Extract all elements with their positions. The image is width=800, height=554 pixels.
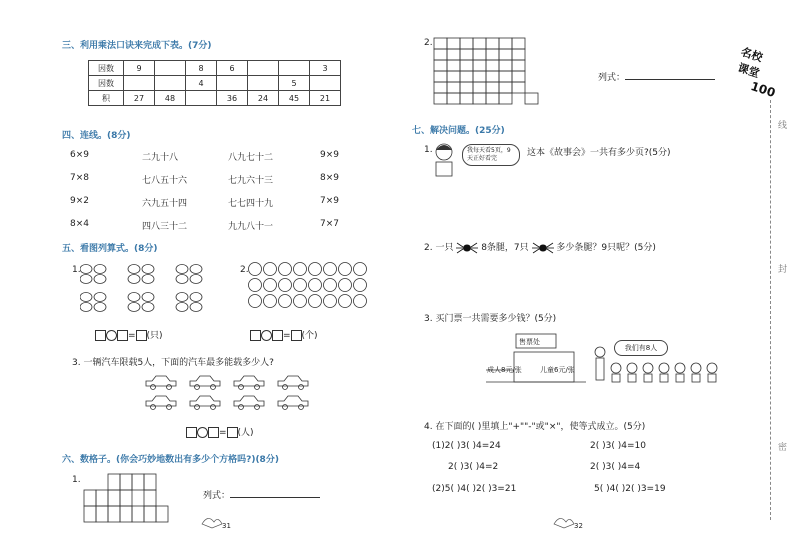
match-item[interactable]: 八九七十二 bbox=[228, 153, 274, 163]
blank-box[interactable] bbox=[117, 330, 128, 341]
chick-icon bbox=[142, 275, 154, 284]
eq-1: (1)2( )3( )4=24 bbox=[432, 441, 501, 451]
factor-table bbox=[88, 60, 341, 106]
grid-cell bbox=[447, 49, 460, 60]
table-cell: 48 bbox=[155, 91, 186, 106]
match-item[interactable]: 9×9 bbox=[320, 150, 339, 160]
s5-q1-num: 1. bbox=[72, 265, 81, 275]
grid-cell bbox=[460, 93, 473, 104]
grid-cell bbox=[447, 38, 460, 49]
table-cell: 27 bbox=[124, 91, 155, 106]
chick-icon bbox=[176, 303, 188, 312]
row-label: 因数 bbox=[89, 76, 124, 91]
ball-icon bbox=[324, 263, 337, 276]
car-icon bbox=[234, 376, 264, 386]
grid-cell bbox=[473, 60, 486, 71]
ball-icon bbox=[354, 263, 367, 276]
blank-box[interactable] bbox=[250, 330, 261, 341]
grid-cell bbox=[447, 71, 460, 82]
grid-cell bbox=[512, 49, 525, 60]
ball-icon bbox=[309, 263, 322, 276]
grid-cell bbox=[108, 506, 120, 522]
ball-icon bbox=[264, 279, 277, 292]
person-icon bbox=[691, 363, 701, 373]
grid-cell bbox=[84, 506, 96, 522]
chick-icon bbox=[94, 303, 106, 312]
ball-icon bbox=[279, 263, 292, 276]
chick-icon bbox=[128, 303, 140, 312]
chick-icon bbox=[128, 293, 140, 302]
adult-price: 成人8元/张 bbox=[487, 366, 522, 374]
s6-q1-num: 1. bbox=[72, 475, 81, 485]
match-item[interactable]: 六九五十四 bbox=[142, 199, 188, 209]
blank-box[interactable] bbox=[272, 330, 283, 341]
table-cell: 3 bbox=[310, 61, 341, 76]
ball-icon bbox=[264, 263, 277, 276]
row-label: 因数 bbox=[89, 61, 124, 76]
chick-icon bbox=[190, 275, 202, 284]
operator-circle[interactable] bbox=[106, 330, 117, 341]
grid-shape-1 bbox=[82, 472, 172, 524]
chick-icon bbox=[176, 265, 188, 274]
ball-icon bbox=[264, 295, 277, 308]
booth-sign: 售票处 bbox=[519, 338, 540, 346]
ball-icon bbox=[354, 295, 367, 308]
table-cell: 5 bbox=[279, 76, 310, 91]
child-price: 儿童6元/张 bbox=[540, 366, 575, 374]
unit-label: (个) bbox=[301, 331, 318, 341]
grid-cell bbox=[499, 71, 512, 82]
match-item[interactable]: 四八三十二 bbox=[142, 222, 188, 232]
chick-icon bbox=[128, 265, 140, 274]
eq-5: (2)5( )4( )2( )3=21 bbox=[432, 484, 517, 494]
chick-icon bbox=[128, 275, 140, 284]
match-item[interactable]: 8×9 bbox=[320, 173, 339, 183]
grid-cell bbox=[108, 474, 120, 490]
grid-cell bbox=[473, 93, 486, 104]
table-cell[interactable] bbox=[186, 91, 217, 106]
grid-cell bbox=[486, 93, 499, 104]
car-icon bbox=[146, 396, 176, 406]
grid-cell bbox=[120, 474, 132, 490]
grid-cell bbox=[447, 60, 460, 71]
spider-icon bbox=[456, 243, 481, 253]
grid-cell bbox=[84, 490, 96, 506]
blank-box[interactable] bbox=[95, 330, 106, 341]
eq-4: 2( )3( )4=4 bbox=[590, 462, 641, 472]
table-row bbox=[89, 61, 341, 76]
grid-cell bbox=[132, 474, 144, 490]
cars-picture bbox=[140, 372, 320, 417]
section4-title: 四、连线。(8分) bbox=[62, 131, 131, 141]
s6-q2-formula bbox=[598, 70, 715, 83]
match-item[interactable]: 七七四十九 bbox=[228, 199, 274, 209]
grid-cell bbox=[486, 60, 499, 71]
s7-q4-text: 4. 在下面的( )里填上"+""-"或"×"，使等式成立。(5分) bbox=[424, 422, 646, 432]
s5-q3-formula: = (人) bbox=[186, 425, 254, 438]
grid-cell bbox=[144, 506, 156, 522]
chick-icon bbox=[190, 303, 202, 312]
page-number-left: 31 bbox=[222, 522, 231, 530]
chick-icon bbox=[190, 265, 202, 274]
page-deco-left bbox=[200, 512, 224, 530]
ball-icon bbox=[279, 295, 292, 308]
section7-title: 七、解决问题。(25分) bbox=[412, 126, 505, 136]
s5-q2-formula: = (个) bbox=[250, 328, 318, 341]
table-cell[interactable] bbox=[248, 61, 279, 76]
table-cell[interactable] bbox=[155, 61, 186, 76]
ball-icon bbox=[324, 295, 337, 308]
s6-q1-formula bbox=[203, 488, 320, 501]
binding-line bbox=[770, 100, 771, 520]
grid-cell bbox=[512, 60, 525, 71]
grid-cell bbox=[434, 60, 447, 71]
eq-6: 5( )4( )2( )3=19 bbox=[594, 484, 666, 494]
chick-icon bbox=[94, 265, 106, 274]
table-cell[interactable] bbox=[279, 61, 310, 76]
grid-cell bbox=[473, 71, 486, 82]
chick-icon bbox=[80, 275, 92, 284]
ball-icon bbox=[279, 279, 292, 292]
grid-cell bbox=[447, 93, 460, 104]
match-item[interactable]: 7×9 bbox=[320, 196, 339, 206]
table-cell[interactable] bbox=[310, 76, 341, 91]
side-char-2: 封 bbox=[778, 265, 788, 275]
person-icon bbox=[627, 363, 637, 373]
chicks-picture bbox=[80, 262, 220, 318]
grid-cell bbox=[120, 506, 132, 522]
table-cell[interactable] bbox=[217, 76, 248, 91]
grid-cell bbox=[460, 71, 473, 82]
s5-q2-num: 2. bbox=[240, 265, 249, 275]
car-icon bbox=[146, 376, 176, 386]
chick-icon bbox=[80, 265, 92, 274]
ball-icon bbox=[309, 279, 322, 292]
s7-q3-text: 3. 买门票一共需要多少钱？(5分) bbox=[424, 314, 557, 324]
match-item[interactable]: 8×4 bbox=[70, 219, 89, 229]
grid-cell bbox=[144, 490, 156, 506]
section5-title: 五、看图列算式。(8分) bbox=[62, 244, 158, 254]
ball-icon bbox=[249, 263, 262, 276]
grid-cell bbox=[473, 49, 486, 60]
grid-cell bbox=[486, 38, 499, 49]
spider-icon bbox=[532, 243, 557, 253]
grid-cell bbox=[512, 38, 525, 49]
ball-icon bbox=[339, 295, 352, 308]
ball-icon bbox=[324, 279, 337, 292]
table-cell: 6 bbox=[217, 61, 248, 76]
car-icon bbox=[190, 376, 220, 386]
chick-icon bbox=[94, 275, 106, 284]
table-cell[interactable] bbox=[155, 76, 186, 91]
table-cell: 8 bbox=[186, 61, 217, 76]
grid-cell bbox=[447, 82, 460, 93]
grid-cell bbox=[512, 82, 525, 93]
chick-icon bbox=[176, 275, 188, 284]
grid-cell bbox=[120, 490, 132, 506]
side-char-3: 密 bbox=[778, 443, 788, 453]
match-item[interactable]: 9×2 bbox=[70, 196, 89, 206]
car-icon bbox=[278, 376, 308, 386]
person-icon bbox=[643, 363, 653, 373]
grid-cell bbox=[434, 93, 447, 104]
table-cell: 36 bbox=[217, 91, 248, 106]
chick-icon bbox=[80, 293, 92, 302]
chick-icon bbox=[176, 293, 188, 302]
match-item[interactable]: 七八五十六 bbox=[142, 176, 188, 186]
s7-q1-text: 这本《故事会》一共有多少页?(5分) bbox=[527, 148, 671, 158]
page-number-right: 32 bbox=[574, 522, 583, 530]
chick-icon bbox=[142, 293, 154, 302]
grid-cell bbox=[96, 506, 108, 522]
grid-cell bbox=[434, 82, 447, 93]
ball-icon bbox=[294, 279, 307, 292]
person-icon bbox=[611, 363, 621, 373]
ball-icon bbox=[354, 279, 367, 292]
operator-circle[interactable] bbox=[261, 330, 272, 341]
section3-title: 三、利用乘法口诀来完成下表。(7分) bbox=[62, 41, 212, 51]
grid-cell bbox=[499, 38, 512, 49]
match-item[interactable]: 九九八十一 bbox=[228, 222, 274, 232]
chick-icon bbox=[190, 293, 202, 302]
grid-cell bbox=[499, 49, 512, 60]
match-item[interactable]: 7×7 bbox=[320, 219, 339, 229]
chick-icon bbox=[94, 293, 106, 302]
grid-cell bbox=[108, 490, 120, 506]
s7-q1-num: 1. bbox=[424, 145, 433, 155]
grid-cell bbox=[460, 82, 473, 93]
girl-reading-picture bbox=[430, 140, 460, 182]
blank-box[interactable] bbox=[291, 330, 302, 341]
car-icon bbox=[190, 396, 220, 406]
ball-icon bbox=[309, 295, 322, 308]
table-cell: 4 bbox=[186, 76, 217, 91]
unit-label: (人) bbox=[237, 428, 254, 438]
chick-icon bbox=[80, 303, 92, 312]
grid-cell bbox=[512, 71, 525, 82]
match-item[interactable]: 二九十八 bbox=[142, 153, 179, 163]
person-icon bbox=[707, 363, 717, 373]
match-item[interactable]: 6×9 bbox=[70, 150, 89, 160]
grid-cell bbox=[460, 49, 473, 60]
blank-box[interactable] bbox=[208, 427, 219, 438]
person-icon bbox=[675, 363, 685, 373]
grid-cell bbox=[486, 82, 499, 93]
chick-icon bbox=[142, 303, 154, 312]
page-deco-right bbox=[552, 512, 576, 530]
answer-line[interactable] bbox=[625, 79, 715, 80]
grid-cell bbox=[156, 506, 168, 522]
car-icon bbox=[234, 396, 264, 406]
match-item[interactable]: 7×8 bbox=[70, 173, 89, 183]
brand-logo bbox=[734, 30, 790, 100]
s7-q2-num: 2. 一只 bbox=[424, 243, 454, 253]
blank-box[interactable] bbox=[136, 330, 147, 341]
people-picture bbox=[592, 342, 732, 387]
table-cell[interactable] bbox=[248, 76, 279, 91]
table-cell: 21 bbox=[310, 91, 341, 106]
formula-label: 列式： bbox=[203, 491, 231, 501]
s6-q2-num: 2. bbox=[424, 38, 433, 48]
speech-bubble-3: 我们有8人 bbox=[614, 340, 668, 356]
eq-3: 2( )3( )4=2 bbox=[448, 462, 499, 472]
grid-cell bbox=[499, 82, 512, 93]
ball-icon bbox=[339, 263, 352, 276]
grid-cell bbox=[144, 474, 156, 490]
grid-cell bbox=[499, 93, 512, 104]
person-icon bbox=[595, 347, 605, 357]
ball-icon bbox=[249, 295, 262, 308]
grid-cell bbox=[473, 38, 486, 49]
match-item[interactable]: 七九六十三 bbox=[228, 176, 274, 186]
grid-cell bbox=[132, 506, 144, 522]
formula-label: 列式： bbox=[598, 73, 626, 83]
s7-q2-part-b: 多少条腿？9只呢？(5分) bbox=[556, 243, 656, 253]
ball-icon bbox=[294, 295, 307, 308]
table-cell: 24 bbox=[248, 91, 279, 106]
row-label: 积 bbox=[89, 91, 124, 106]
svg-text:100: 100 bbox=[748, 78, 778, 100]
grid-cell bbox=[499, 60, 512, 71]
table-cell: 45 bbox=[279, 91, 310, 106]
table-row bbox=[89, 76, 341, 91]
svg-text:名校: 名校 bbox=[739, 45, 765, 65]
table-cell: 9 bbox=[124, 61, 155, 76]
grid-cell bbox=[434, 38, 447, 49]
person-icon bbox=[659, 363, 669, 373]
car-icon bbox=[278, 396, 308, 406]
s7-q2-part-a: 8条腿，7只 bbox=[481, 243, 529, 253]
blank-box[interactable] bbox=[227, 427, 238, 438]
grid-cell bbox=[486, 49, 499, 60]
grid-shape-2 bbox=[432, 36, 542, 112]
grid-cell bbox=[473, 82, 486, 93]
grid-cell bbox=[460, 60, 473, 71]
s5-q3-text: 3. 一辆汽车限载5人，下面的汽车最多能载多少人? bbox=[72, 358, 274, 368]
s7-q2-line bbox=[424, 240, 656, 255]
unit-label: (只) bbox=[146, 331, 163, 341]
s5-q1-formula: = (只) bbox=[95, 328, 163, 341]
ball-icon bbox=[339, 279, 352, 292]
balls-picture bbox=[248, 262, 378, 312]
table-cell[interactable] bbox=[124, 76, 155, 91]
ball-icon bbox=[249, 279, 262, 292]
blank-box[interactable] bbox=[186, 427, 197, 438]
side-char-1: 线 bbox=[778, 121, 788, 131]
grid-cell bbox=[434, 71, 447, 82]
eq-2: 2( )3( )4=10 bbox=[590, 441, 646, 451]
chick-icon bbox=[142, 265, 154, 274]
answer-line[interactable] bbox=[230, 497, 320, 498]
grid-cell bbox=[486, 71, 499, 82]
grid-cell bbox=[96, 490, 108, 506]
ball-icon bbox=[294, 263, 307, 276]
section6-title: 六、数格子。(你会巧妙地数出有多少个方格吗?)(8分) bbox=[62, 455, 279, 465]
svg-text:课堂: 课堂 bbox=[736, 61, 762, 81]
operator-circle[interactable] bbox=[197, 427, 208, 438]
speech-bubble-1: 我每天看5页，9天正好看完 bbox=[462, 144, 520, 166]
grid-cell bbox=[434, 49, 447, 60]
grid-cell bbox=[460, 38, 473, 49]
table-row bbox=[89, 91, 341, 106]
